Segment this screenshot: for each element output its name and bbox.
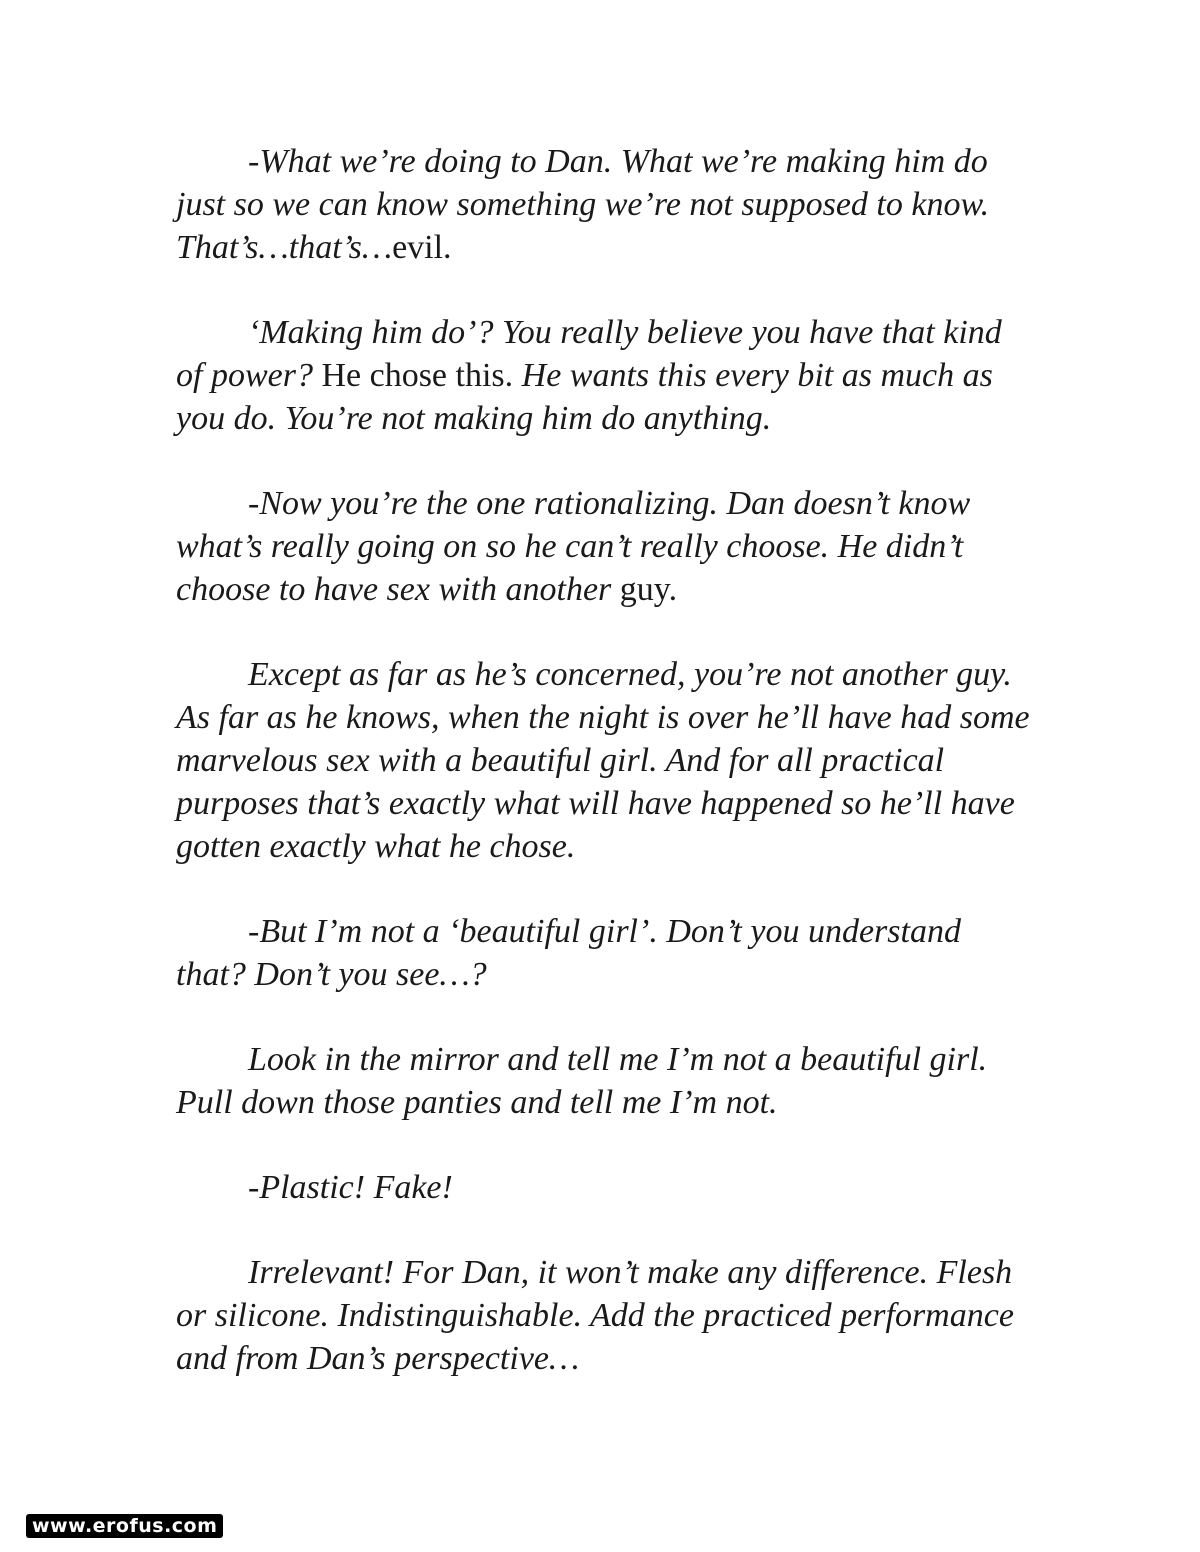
watermark: www.erofus.com	[26, 1514, 223, 1538]
paragraph-text: -But I’m not a ‘beautiful girl’. Don’t you understand that? Don’t you see…?	[176, 913, 961, 993]
paragraph-1	[176, 140, 1036, 269]
paragraph-text: guy.	[619, 571, 678, 608]
paragraph-text: ‘Making him do’? You really believe you have that kind of power?	[176, 314, 1002, 394]
paragraph-4	[176, 653, 1036, 868]
paragraph-text: -What we’re doing to Dan. What we’re making him do just so we can know something we’re not supposed to know. That’s…that’s…	[176, 143, 990, 266]
paragraph-5	[176, 910, 1036, 996]
paragraph-7	[176, 1166, 1036, 1209]
paragraph-6	[176, 1038, 1036, 1124]
page-body	[176, 140, 1036, 1422]
paragraph-text: -Now you’re the one rationalizing. Dan doesn’t know what’s really going on so he can’t really choose. He didn’t choose to have sex with another	[176, 485, 971, 608]
paragraph-3	[176, 482, 1036, 611]
paragraph-text: He chose this.	[321, 357, 514, 394]
paragraph-text: Except as far as he’s concerned, you’re not another guy. As far as he knows, when the night is over he’ll have had some marvelous sex with a beautiful girl. And for all practical purposes that’s exactly what will have happened so he’ll have gotten exactly what he chose.	[176, 656, 1030, 865]
paragraph-text: evil.	[392, 229, 452, 266]
paragraph-text: Irrelevant! For Dan, it won’t make any difference. Flesh or silicone. Indistinguishable. Add the practiced performance and from Dan’s perspective…	[176, 1254, 1014, 1377]
paragraph-8	[176, 1251, 1036, 1380]
paragraph-text: -Plastic! Fake!	[248, 1169, 453, 1206]
paragraph-text: He wants this every bit as much as you do. You’re not making him do anything.	[176, 357, 993, 437]
paragraph-text: Look in the mirror and tell me I’m not a beautiful girl. Pull down those panties and tell me I’m not.	[176, 1041, 988, 1121]
paragraph-2	[176, 311, 1036, 440]
